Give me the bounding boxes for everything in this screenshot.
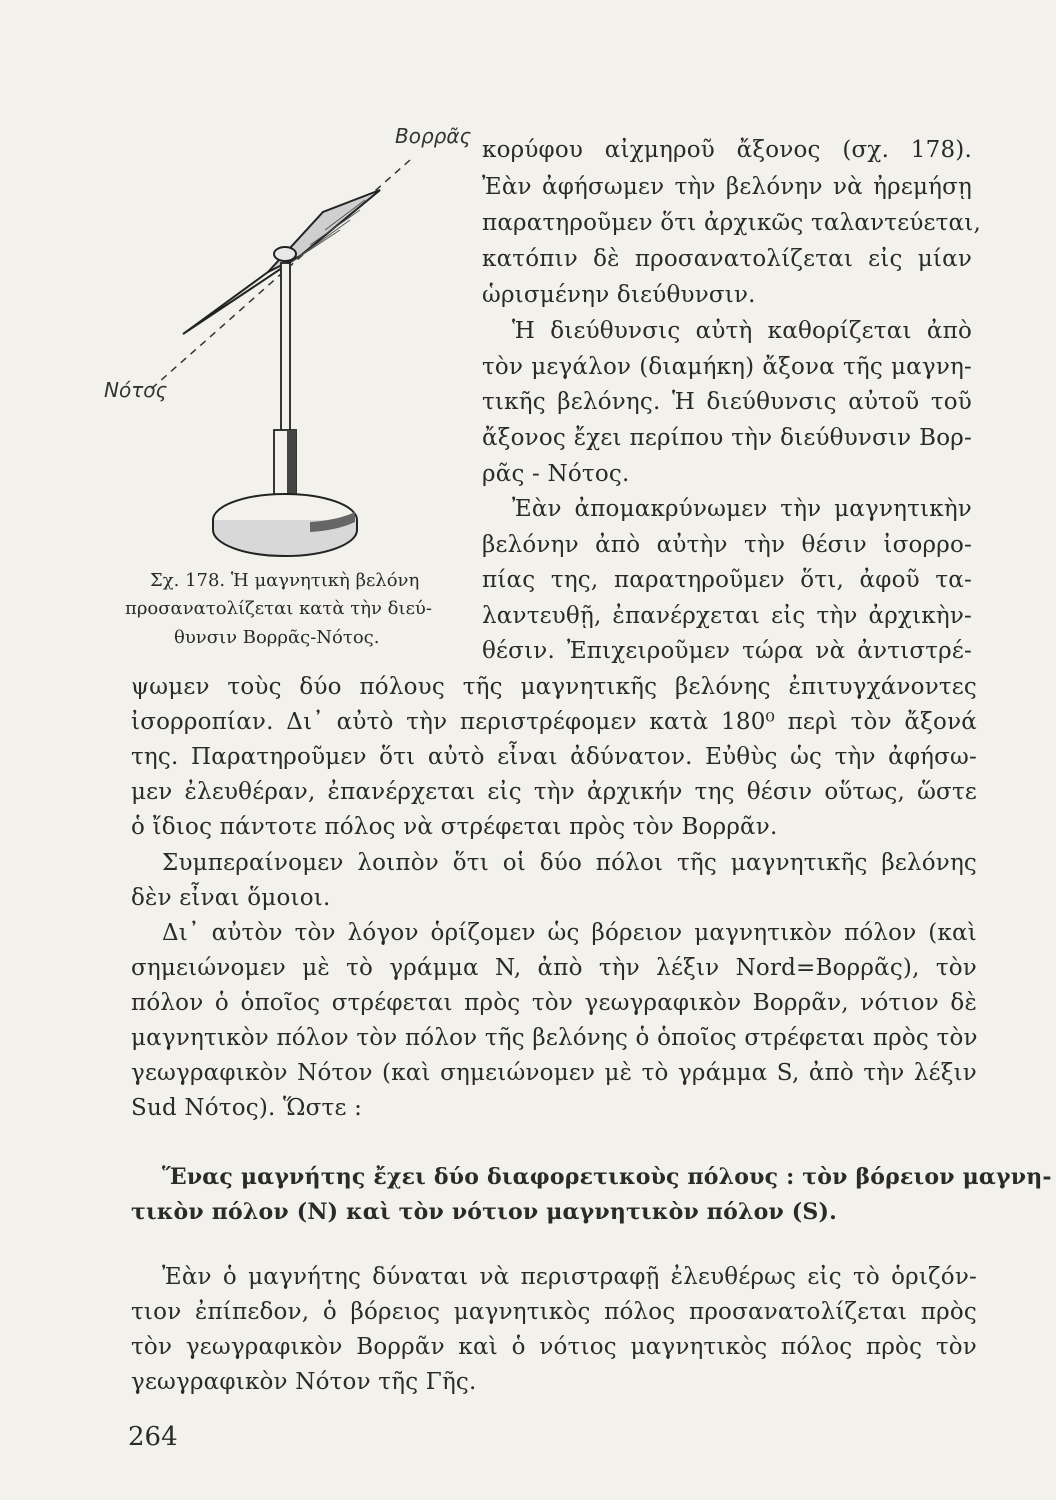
text-line: ὡρισμένην διεύθυνσιν. [482,282,756,308]
text-line: μαγνητικὸν πόλον τὸν πόλον τῆς βελόνης ὁ ὁποῖος στρέφεται πρὸς τὸν [131,1025,978,1051]
label-north: Βορρᾶς [395,124,472,148]
text-line: μεν ἐλευθέραν, ἐπανέρχεται εἰς τὴν ἀρχικήν της θέσιν οὕτως, ὥστε [131,779,977,805]
text-line: σημειώνομεν μὲ τὸ γράμμα N, ἀπὸ τὴν λέξιν Nord=Βορρᾶς), τὸν [131,955,977,981]
text-line: ἄξονος ἔχει περίπου τὴν διεύθυνσιν Βορ- [482,425,972,451]
bold-statement-line: Ἕνας μαγνήτης ἔχει δύο διαφορετικοὺς πόλους : τὸν βόρειον μαγνη- [162,1164,1052,1190]
text-line: λαντευθῇ, ἐπανέρχεται εἰς τὴν ἀρχικὴν- [482,603,972,629]
text-line: Ἡ διεύθυνσις αὐτὴ καθορίζεται ἀπὸ [512,318,972,344]
text-line: της. Παρατηροῦμεν ὅτι αὐτὸ εἶναι ἀδύνατον. Εὐθὺς ὡς τὴν ἀφήσω- [131,744,977,770]
text-line: τικῆς βελόνης. Ἡ διεύθυνσις αὐτοῦ τοῦ [482,389,972,415]
text-line: ψωμεν τοὺς δύο πόλους τῆς μαγνητικῆς βελόνης ἐπιτυγχάνοντες [131,674,977,700]
figure-caption-line: Σχ. 178. Ἡ μαγνητικὴ βελόνη [150,570,420,591]
text-line: θέσιν. Ἐπιχειροῦμεν τώρα νὰ ἀντιστρέ- [482,638,972,664]
text-line: γεωγραφικὸν Νότον τῆς Γῆς. [131,1369,477,1395]
text-line: ὁ ἴδιος πάντοτε πόλος νὰ στρέφεται πρὸς τὸν Βορρᾶν. [131,814,778,840]
text-line: Συμπεραίνομεν λοιπὸν ὅτι οἱ δύο πόλοι τῆς μαγνητικῆς βελόνης [162,850,977,876]
text-line: Ἐὰν ὁ μαγνήτης δύναται νὰ περιστραφῇ ἐλευθέρως εἰς τὸ ὁριζόν- [162,1264,977,1290]
text-line: ρᾶς - Νότος. [482,461,630,487]
text-line: δὲν εἶναι ὅμοιοι. [131,885,331,911]
bold-statement-line: τικὸν πόλον (N) καὶ τὸν νότιον μαγνητικὸν πόλον (S). [131,1199,837,1225]
text-line: βελόνην ἀπὸ αὐτὴν τὴν θέσιν ἰσορρο- [482,532,972,558]
text-line: Ἐὰν ἀφήσωμεν τὴν βελόνην νὰ ἠρεμήσῃ [482,174,972,200]
text-line: τὸν γεωγραφικὸν Βορρᾶν καὶ ὁ νότιος μαγνητικὸς πόλος πρὸς τὸν [131,1334,977,1360]
text-line: τιον ἐπίπεδον, ὁ βόρειος μαγνητικὸς πόλος προσανατολίζεται πρὸς [131,1299,977,1325]
figure-caption-line: θυνσιν Βορρᾶς-Νότος. [174,627,380,648]
text-line: ἰσορροπίαν. Δι᾽ αὐτὸ τὴν περιστρέφομεν κατὰ 180⁰ περὶ τὸν ἄξονά [131,709,977,735]
text-line: πόλον ὁ ὁποῖος στρέφεται πρὸς τὸν γεωγραφικὸν Βορρᾶν, νότιον δὲ [131,990,977,1016]
text-line: κατόπιν δὲ προσανατολίζεται εἰς μίαν [482,246,972,272]
text-line: πίας της, παρατηροῦμεν ὅτι, ἀφοῦ τα- [482,567,972,593]
text-line: Δι᾽ αὐτὸν τὸν λόγον ὁρίζομεν ὡς βόρειον μαγνητικὸν πόλον (καὶ [162,920,977,946]
stand-stem [281,263,290,433]
text-line: κορύφου αἰχμηροῦ ἄξονος (σχ. 178). [482,137,972,163]
text-line: γεωγραφικὸν Νότον (καὶ σημειώνομεν μὲ τὸ γράμμα S, ἀπὸ τὴν λέξιν [131,1060,977,1086]
figure-caption-line: προσανατολίζεται κατὰ τὴν διεύ- [125,598,432,619]
text-line: Sud Νότος). Ὥστε : [131,1095,363,1121]
magnetic-needle-figure [110,130,480,560]
text-line: Ἐὰν ἀπομακρύνωμεν τὴν μαγνητικὴν [512,496,972,522]
text-line: τὸν μεγάλον (διαμήκη) ἄξονα τῆς μαγνη- [482,354,972,380]
page-number: 264 [128,1422,178,1452]
label-south: Νότος [104,378,168,402]
text-line: παρατηροῦμεν ὅτι ἀρχικῶς ταλαντεύεται, [482,210,982,236]
pivot-cap [274,247,296,261]
